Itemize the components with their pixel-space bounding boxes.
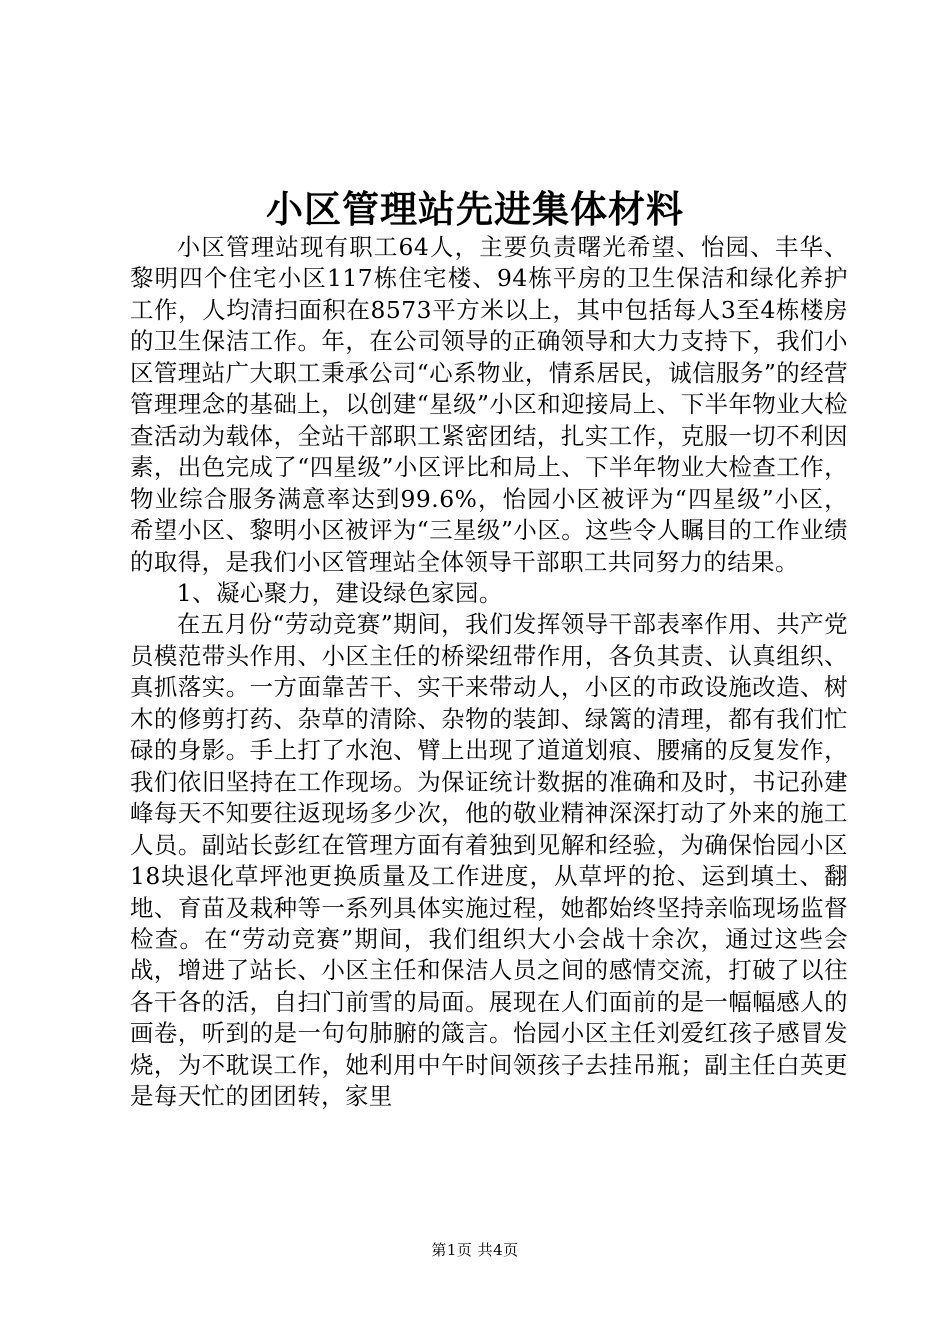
section-heading-1: 1、凝心聚力，建设绿色家园。	[176, 578, 503, 607]
paragraph-section-1: 在五月份“劳动竞赛”期间，我们发挥领导干部表率作用、共产党员模范带头作用、小区主任的桥梁纽带作用，各负其责、认真组织、真抓落实。一方面靠苦干、实干来带动人，小区的市政设施改造、树木的修剪打药、杂草的清除、杂物的装卸、绿篱的清理，都有我们忙碌的身影。手上打了水泡、臂上出现了道道划痕、腰痛的反复发作，我们依旧坚持在工作现场。为保证统计数据的准确和及时，书记孙建峰每天不知要往返现场多少次，他的敬业精神深深打动了外来的施工人员。副站长彭红在管理方面有着独到见解和经验，为确保怡园小区18块退化草坪池更换质量及工作进度，从草坪的抢、运到填土、翻地、育苗及栽种等一系列具体实施过程，她都始终坚持亲临现场监督检查。在“劳动竞赛”期间，我们组织大小会战十余次，通过这些会战，增进了站长、小区主任和保洁人员之间的感情交流，打破了以往各干各的活，自扫门前雪的局面。展现在人们面前的是一幅幅感人的画卷，听到的是一句句肺腑的箴言。怡园小区主任刘爱红孩子感冒发烧，为不耽误工作，她利用中午时间领孩子去挂吊瓶；副主任白英更是每天忙的团团转，家里	[130, 610, 848, 1111]
document-body	[130, 232, 848, 1113]
page-number-footer: 第1页 共4页	[431, 1241, 519, 1259]
paragraph-intro: 小区管理站现有职工64人，主要负责曙光希望、怡园、丰华、黎明四个住宅小区117栋住宅楼、94栋平房的卫生保洁和绿化养护工作，人均清扫面积在8573平方米以上，其中包括每人3至4栋楼房的卫生保洁工作。年，在公司领导的正确领导和大力支持下，我们小区管理站广大职工秉承公司“心系物业，情系居民，诚信服务”的经营管理理念的基础上，以创建“星级”小区和迎接局上、下半年物业大检查活动为载体，全站干部职工紧密团结，扎实工作，克服一切不利因素，出色完成了“四星级”小区评比和局上、下半年物业大检查工作，物业综合服务满意率达到99.6%，怡园小区被评为“四星级”小区，希望小区、黎明小区被评为“三星级”小区。这些令人瞩目的工作业绩的取得，是我们小区管理站全体领导干部职工共同努力的结果。	[130, 233, 848, 576]
document-title: 小区管理站先进集体材料	[266, 187, 684, 231]
